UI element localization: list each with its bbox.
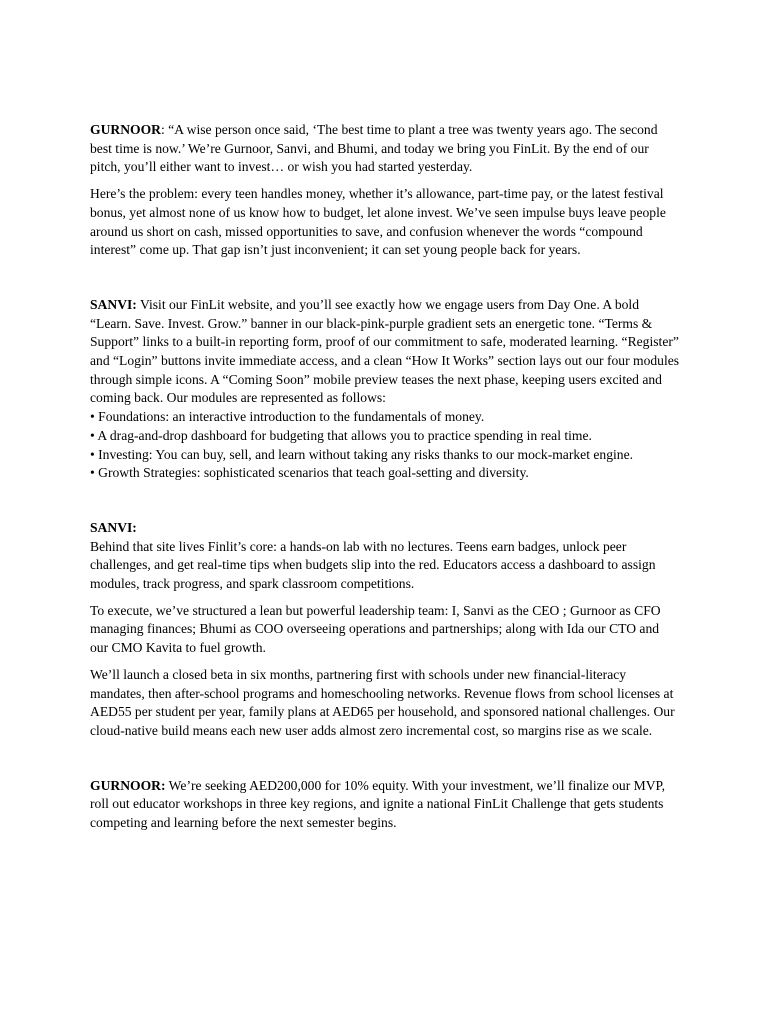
module-bullet: • A drag-and-drop dashboard for budgeting that allows you to practice spending in real time. (90, 427, 592, 443)
paragraph-text: Behind that site lives Finlit’s core: a hands-on lab with no lectures. Teens earn badges, unlock peer challenges, and get real-time tips when budgets slip into the red. Educators access a dashboard to assign modules, track progress, and spark classroom competitions. (90, 538, 656, 592)
speaker-colon: : (161, 122, 165, 137)
problem-paragraph: Here’s the problem: every teen handles money, whether it’s allowance, part-time pay, or the latest festival bonus, yet almost none of us know how to budget, let alone invest. We’ve seen impulse buys leave people around us short on cash, missed opportunities to save, and confusion whenever the words “compound interest” come up. That gap isn’t just inconvenient; it can set young people back for years. (90, 186, 666, 258)
paragraph-text: We’re seeking AED200,000 for 10% equity. With your investment, we’ll finalize our MVP, roll out educator workshops in three key regions, and ignite a national FinLit Challenge that gets students competing and learning before the next semester begins. (90, 777, 665, 831)
core-paragraph (90, 519, 680, 594)
launch-paragraph: We’ll launch a closed beta in six months, partnering first with schools under new financial-literacy mandates, then after-school programs and homeschooling networks. Revenue flows from school licenses at AED55 per student per year, family plans at AED65 per household, and sponsored national challenges. Our cloud-native build means each new user adds almost zero incremental cost, so margins rise as we scale. (90, 666, 675, 738)
paragraph-text: Visit our FinLit website, and you’ll see exactly how we engage users from Day One. A bold “Learn. Save. Invest. Grow.” banner in our black-pink-purple gradient sets an energetic tone. “Terms & Support” links to a built-in reporting form, proof of our commitment to safe, moderated learning. “Register” and “Login” buttons invite immediate access, and a clean “How It Works” section lays out our four modules through simple icons. A “Coming Soon” mobile preview teases the next phase, keeping users excited and coming back. Our modules are represented as follows: (90, 296, 680, 406)
website-paragraph (90, 296, 680, 483)
intro-paragraph (90, 121, 680, 177)
team-paragraph: To execute, we’ve structured a lean but powerful leadership team: I, Sanvi as the CEO ; Gurnoor as CFO managing finances; Bhumi as COO overseeing operations and partnerships; along with Ida our CTO and our CMO Kavita to fuel growth. (90, 602, 661, 656)
speaker-name: GURNOOR (90, 122, 161, 137)
module-bullet: • Foundations: an interactive introduction to the fundamentals of money. (90, 409, 485, 425)
module-bullet: • Investing: You can buy, sell, and learn without taking any risks thanks to our mock-market engine. (90, 446, 633, 462)
speaker-name: GURNOOR: (90, 777, 166, 793)
paragraph-text: “A wise person once said, ‘The best time to plant a tree was twenty years ago. The second best time is now.’ We’re Gurnoor, Sanvi, and Bhumi, and today we bring you FinLit. By the end of our pitch, you’ll either want to invest… or wish you had started yesterday. (90, 122, 658, 175)
document-page (90, 121, 680, 833)
module-bullet: • Growth Strategies: sophisticated scenarios that teach goal-setting and diversity. (90, 465, 529, 481)
speaker-name: SANVI: (90, 519, 137, 535)
speaker-name: SANVI: (90, 296, 137, 312)
ask-paragraph (90, 777, 680, 833)
